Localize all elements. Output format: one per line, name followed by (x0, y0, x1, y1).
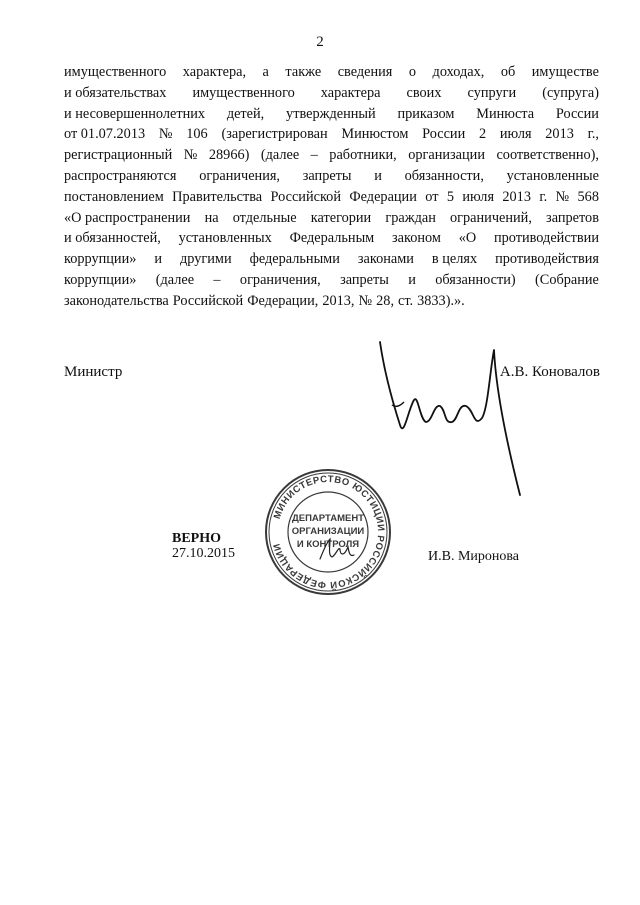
word: России (555, 105, 599, 122)
word: Федеральным (289, 230, 375, 247)
word: запреты (302, 167, 352, 184)
word: установленных (178, 230, 272, 247)
word: № (358, 292, 373, 309)
word: (Собрание (535, 271, 599, 288)
word: сведения (337, 64, 393, 80)
word: отдельные (232, 209, 297, 226)
word: и несовершеннолетних (64, 105, 206, 122)
word: работники, (329, 147, 397, 164)
word: Правительства (172, 188, 263, 205)
word: категории (310, 209, 372, 226)
body-text (64, 62, 599, 312)
word: (зарегистрирован (221, 126, 328, 143)
word: законом (392, 230, 441, 247)
word: а (262, 64, 269, 80)
certification-label: ВЕРНО (172, 531, 222, 546)
word: и обязанностей, (64, 230, 161, 247)
word: федеральными (249, 251, 340, 268)
word: о (408, 64, 417, 80)
word: ст. (398, 292, 414, 309)
word: июля (462, 188, 495, 205)
word: № (555, 188, 570, 205)
word: 106 (186, 126, 208, 143)
stamp-line-1: ДЕПАРТАМЕНТ (292, 513, 364, 524)
word: детей, (226, 105, 265, 122)
word: на (204, 209, 219, 226)
word: «О (458, 230, 477, 247)
word: Федерации, (247, 292, 319, 309)
word: 3833).». (417, 292, 465, 309)
word: законодательства (64, 292, 169, 309)
word: 5 (446, 188, 454, 205)
word: г. (539, 188, 548, 205)
word: № (158, 126, 173, 143)
word: от 01.07.2013 (64, 126, 146, 143)
word: Федерации (349, 188, 417, 205)
word: имущественного (192, 84, 295, 101)
word: организации (408, 147, 485, 164)
word: запреты (340, 271, 389, 288)
word: 568 (577, 188, 599, 205)
word: Минюстом (341, 126, 409, 143)
page-number: 2 (316, 34, 324, 50)
stamp-line-3: И КОНТРОЛЯ (296, 539, 360, 550)
word: 2013 (545, 126, 574, 143)
text-line (64, 208, 599, 229)
word: граждан (385, 209, 436, 226)
word: 2013, (322, 292, 355, 309)
word: характера, (182, 64, 247, 80)
word: Российской (172, 292, 244, 309)
word: коррупции» (64, 271, 137, 288)
text-line (64, 166, 599, 187)
position-title: Министр (64, 364, 123, 380)
word: ограничения, (199, 167, 281, 184)
word: запретов (546, 209, 599, 226)
word: (далее (260, 147, 300, 164)
word: распространяются (64, 167, 177, 184)
official-stamp (263, 467, 393, 597)
word: ограничений, (450, 209, 532, 226)
word: супруги (467, 84, 517, 101)
text-line (64, 83, 599, 104)
signatory-name: А.В. Коновалов (499, 364, 600, 380)
word: Минюста (476, 105, 535, 122)
stamp-line-2: ОРГАНИЗАЦИИ (291, 526, 365, 537)
text-line (64, 104, 599, 125)
word: 28966) (208, 147, 250, 164)
word: другими (180, 251, 232, 268)
text-line (64, 291, 599, 312)
handwritten-signature (370, 330, 530, 505)
word: в целях (431, 251, 478, 268)
word: и обязательствах (64, 84, 167, 101)
word: и (408, 271, 416, 288)
word: России (422, 126, 466, 143)
word: обязанности) (435, 271, 516, 288)
word: коррупции» (64, 251, 137, 268)
word: соответственно), (496, 147, 599, 164)
stamp-outer-text: МИНИСТЕРСТВО ЮСТИЦИИ РОССИЙСКОЙ ФЕДЕРАЦИИ (271, 473, 387, 591)
text-line (64, 249, 599, 270)
word: Российской (270, 188, 341, 205)
certifier-name: И.В. Миронова (428, 549, 520, 564)
word: ограничения, (239, 271, 321, 288)
word: регистрационный (64, 147, 173, 164)
certification-date: 27.10.2015 (172, 546, 235, 561)
word: противодействия (495, 251, 599, 268)
word: (далее (155, 271, 195, 288)
word: от (425, 188, 439, 205)
word: характера (320, 84, 381, 101)
word: (супруга) (542, 84, 599, 101)
word: противодействии (494, 230, 599, 247)
text-line (64, 62, 599, 83)
text-line (64, 187, 599, 208)
word: и (374, 167, 382, 184)
word: приказом (397, 105, 455, 122)
word: об (500, 64, 516, 80)
certifier-initials (316, 535, 356, 563)
text-line (64, 124, 599, 145)
word: доходах, (432, 64, 485, 80)
word: № (183, 147, 198, 164)
word: установленные (506, 167, 599, 184)
word: также (285, 64, 322, 80)
word: г., (587, 126, 599, 143)
word: имуществе (531, 64, 599, 80)
word: имущественного (64, 64, 167, 80)
word: «О распространении (64, 209, 191, 226)
word: июля (499, 126, 532, 143)
word: постановлением (64, 188, 164, 205)
word: обязанности, (404, 167, 484, 184)
text-line (64, 228, 599, 249)
text-line (64, 270, 599, 291)
word: своих (406, 84, 442, 101)
word: – (213, 271, 221, 288)
word: – (310, 147, 318, 164)
word: утвержденный (286, 105, 376, 122)
word: 2013 (502, 188, 531, 205)
word: 28, (376, 292, 395, 309)
word: законами (357, 251, 414, 268)
word: и (154, 251, 163, 268)
word: 2 (478, 126, 487, 143)
text-line (64, 145, 599, 166)
